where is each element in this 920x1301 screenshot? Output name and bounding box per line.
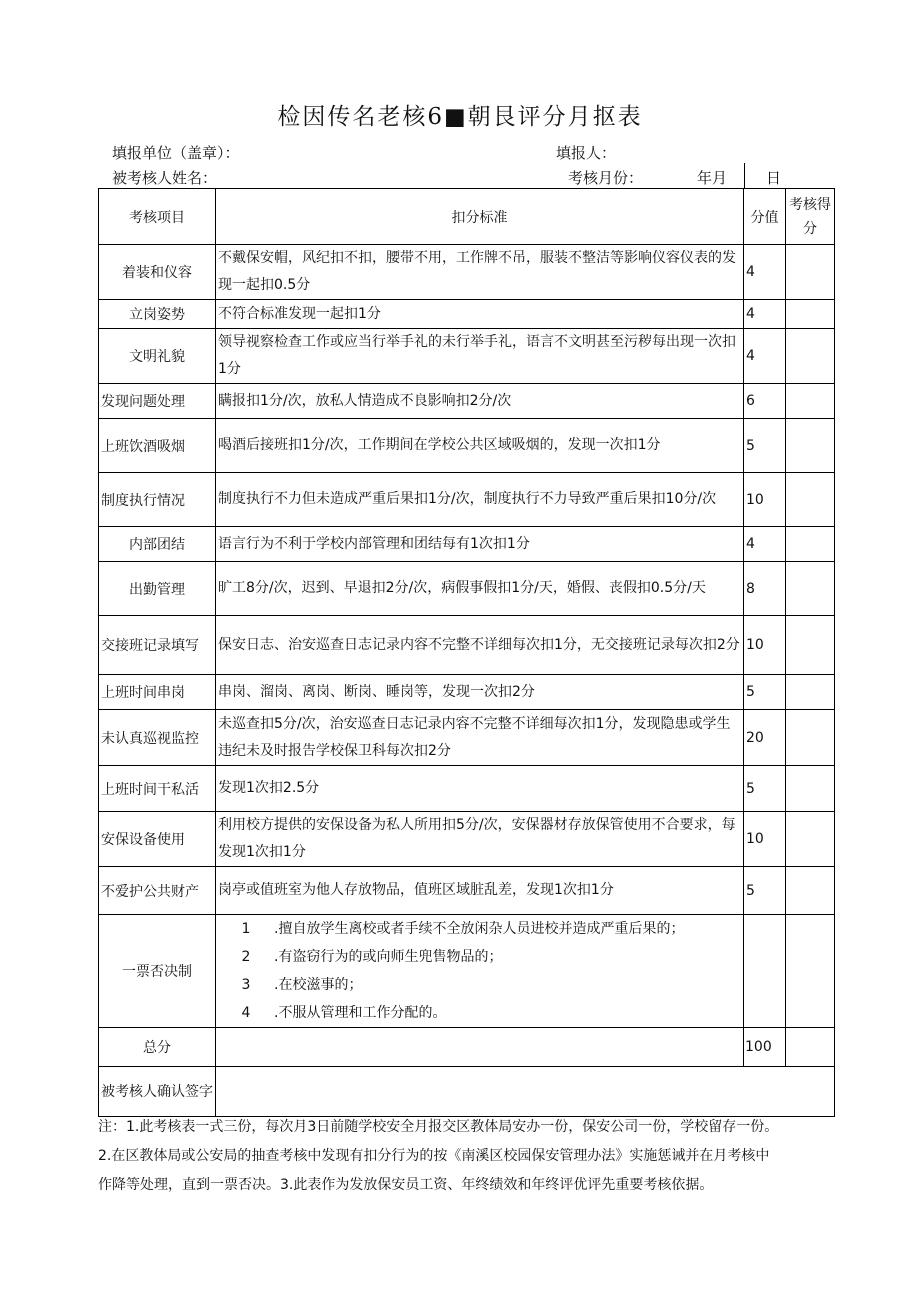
veto-item-text: .有盗窃行为的或向师生兜售物品的； bbox=[274, 949, 503, 965]
table-row bbox=[99, 675, 835, 710]
points-cell: 5 bbox=[744, 675, 786, 710]
item-cell: 出勤管理 bbox=[99, 562, 216, 616]
assessee-name-label: 被考核人姓名： bbox=[112, 169, 218, 187]
points-cell: 5 bbox=[744, 766, 786, 812]
item-cell: 上班时间干私活 bbox=[99, 766, 216, 812]
standard-cell: 岗亭或值班室为他人存放物品，值班区域脏乱差，发现1次扣1分 bbox=[216, 867, 744, 915]
total-row bbox=[99, 1028, 835, 1067]
page-title: 检因传名老核6■朝艮评分月抠表 bbox=[277, 104, 643, 130]
score-cell[interactable] bbox=[786, 616, 835, 675]
points-cell: 20 bbox=[744, 710, 786, 766]
veto-label: 一票否决制 bbox=[99, 915, 216, 1028]
col-header-points: 分值 bbox=[744, 189, 786, 245]
veto-list bbox=[216, 915, 744, 1028]
points-cell: 10 bbox=[744, 473, 786, 527]
points-cell: 4 bbox=[744, 527, 786, 562]
table-row bbox=[99, 766, 835, 812]
table-row bbox=[99, 812, 835, 867]
col-header-item: 考核项目 bbox=[99, 189, 216, 245]
year-month-label: 年月 bbox=[697, 169, 728, 187]
total-standard-cell bbox=[216, 1028, 744, 1067]
points-cell: 5 bbox=[744, 419, 786, 473]
points-cell: 4 bbox=[744, 300, 786, 329]
score-cell[interactable] bbox=[786, 812, 835, 867]
item-cell: 立岗姿势 bbox=[99, 300, 216, 329]
veto-row bbox=[99, 915, 835, 1028]
standard-cell: 未巡查扣5分/次，治安巡查日志记录内容不完整不详细每次扣1分，发现隐患或学生违纪未及时报告学校保卫科每次扣2分 bbox=[216, 710, 744, 766]
standard-cell: 发现1次扣2.5分 bbox=[216, 766, 744, 812]
item-cell: 交接班记录填写 bbox=[99, 616, 216, 675]
points-cell: 6 bbox=[744, 384, 786, 419]
standard-cell: 喝酒后接班扣1分/次，工作期间在学校公共区域吸烟的，发现一次扣1分 bbox=[216, 419, 744, 473]
table-row bbox=[99, 419, 835, 473]
score-cell[interactable] bbox=[786, 766, 835, 812]
footnote-line: 作降等处理，直到一票否决。3.此表作为发放保安员工资、年终绩效和年终评优评先重要考核依据。 bbox=[98, 1177, 714, 1193]
table-row bbox=[99, 329, 835, 384]
score-cell[interactable] bbox=[786, 867, 835, 915]
score-cell[interactable] bbox=[786, 300, 835, 329]
veto-item-number: 1 bbox=[241, 921, 251, 937]
table-row bbox=[99, 527, 835, 562]
veto-item-number: 4 bbox=[241, 1005, 251, 1021]
day-label: 日 bbox=[766, 169, 782, 187]
unit-label: 填报单位（盖章）： bbox=[112, 144, 240, 162]
table-row bbox=[99, 245, 835, 300]
standard-cell: 不符合标准发现一起扣1分 bbox=[216, 300, 744, 329]
score-cell[interactable] bbox=[786, 562, 835, 616]
total-label: 总分 bbox=[99, 1028, 216, 1067]
item-cell: 文明礼貌 bbox=[99, 329, 216, 384]
score-cell[interactable] bbox=[786, 527, 835, 562]
item-cell: 未认真巡视监控 bbox=[99, 710, 216, 766]
col-header-score: 考核得分 bbox=[786, 189, 835, 245]
score-cell[interactable] bbox=[786, 384, 835, 419]
signature-row bbox=[99, 1067, 835, 1117]
header-divider bbox=[744, 163, 745, 188]
item-cell: 着装和仪容 bbox=[99, 245, 216, 300]
item-cell: 安保设备使用 bbox=[99, 812, 216, 867]
veto-item-text: .不服从管理和工作分配的。 bbox=[274, 1005, 447, 1021]
veto-item bbox=[218, 971, 741, 999]
item-cell: 不爱护公共财产 bbox=[99, 867, 216, 915]
points-cell: 4 bbox=[744, 329, 786, 384]
footnote-line: 2.在区教体局或公安局的抽查考核中发现有扣分行为的按《南溪区校园保安管理办法》实施惩诫并在月考核中 bbox=[98, 1148, 770, 1164]
item-cell: 内部团结 bbox=[99, 527, 216, 562]
table-row bbox=[99, 300, 835, 329]
standard-cell: 保安日志、治安巡查日志记录内容不完整不详细每次扣1分，无交接班记录每次扣2分 bbox=[216, 616, 744, 675]
veto-item-number: 2 bbox=[241, 949, 251, 965]
standard-cell: 串岗、溜岗、离岗、断岗、睡岗等，发现一次扣2分 bbox=[216, 675, 744, 710]
score-cell[interactable] bbox=[786, 473, 835, 527]
footnote bbox=[98, 1113, 838, 1200]
points-cell: 8 bbox=[744, 562, 786, 616]
veto-item bbox=[218, 915, 741, 943]
veto-points-cell bbox=[744, 915, 786, 1028]
veto-score-cell[interactable] bbox=[786, 915, 835, 1028]
points-cell: 10 bbox=[744, 812, 786, 867]
veto-item-text: .擅自放学生离校或者手续不全放闲杂人员进校并造成严重后果的； bbox=[274, 921, 685, 937]
veto-item bbox=[218, 943, 741, 971]
standard-cell: 制度执行不力但未造成严重后果扣1分/次，制度执行不力导致严重后果扣10分/次 bbox=[216, 473, 744, 527]
score-cell[interactable] bbox=[786, 329, 835, 384]
points-cell: 4 bbox=[744, 245, 786, 300]
table-row bbox=[99, 710, 835, 766]
table-row bbox=[99, 473, 835, 527]
item-cell: 发现问题处理 bbox=[99, 384, 216, 419]
assessment-table bbox=[98, 188, 835, 1117]
veto-item-text: .在校滋事的； bbox=[274, 977, 363, 993]
table-row bbox=[99, 562, 835, 616]
total-points: 100 bbox=[744, 1028, 786, 1067]
item-cell: 上班饮酒吸烟 bbox=[99, 419, 216, 473]
table-row bbox=[99, 867, 835, 915]
total-score-cell[interactable] bbox=[786, 1028, 835, 1067]
points-cell: 5 bbox=[744, 867, 786, 915]
table-row bbox=[99, 384, 835, 419]
reporter-label: 填报人： bbox=[556, 144, 617, 162]
standard-cell: 语言行为不利于学校内部管理和团结每有1次扣1分 bbox=[216, 527, 744, 562]
standard-cell: 旷工8分/次，迟到、早退扣2分/次，病假事假扣1分/天，婚假、丧假扣0.5分/天 bbox=[216, 562, 744, 616]
veto-item-number: 3 bbox=[241, 977, 251, 993]
standard-cell: 领导视察检查工作或应当行举手礼的未行举手礼，语言不文明甚至污秽每出现一次扣1分 bbox=[216, 329, 744, 384]
score-cell[interactable] bbox=[786, 710, 835, 766]
table-header-row bbox=[99, 189, 835, 245]
assessment-month-label: 考核月份： bbox=[568, 169, 644, 187]
item-cell: 制度执行情况 bbox=[99, 473, 216, 527]
score-cell[interactable] bbox=[786, 419, 835, 473]
signature-label: 被考核人确认签字 bbox=[99, 1067, 216, 1117]
item-cell: 上班时间串岗 bbox=[99, 675, 216, 710]
table-row bbox=[99, 616, 835, 675]
standard-cell: 瞒报扣1分/次，放私人情造成不良影响扣2分/次 bbox=[216, 384, 744, 419]
points-cell: 10 bbox=[744, 616, 786, 675]
veto-item bbox=[218, 999, 741, 1027]
score-cell[interactable] bbox=[786, 245, 835, 300]
score-cell[interactable] bbox=[786, 675, 835, 710]
standard-cell: 利用校方提供的安保设备为私人所用扣5分/次，安保器材存放保管使用不合要求，每发现1次扣1分 bbox=[216, 812, 744, 867]
footnote-line: 注：1.此考核表一式三份，每次月3日前随学校安全月报交区教体局安办一份，保安公司一份，学校留存一份。 bbox=[98, 1119, 779, 1135]
standard-cell: 不戴保安帽，风纪扣不扣，腰带不用，工作牌不吊，服装不整洁等影响仪容仪表的发现一起扣0.5分 bbox=[216, 245, 744, 300]
signature-field[interactable] bbox=[216, 1067, 835, 1117]
col-header-standard: 扣分标准 bbox=[216, 189, 744, 245]
